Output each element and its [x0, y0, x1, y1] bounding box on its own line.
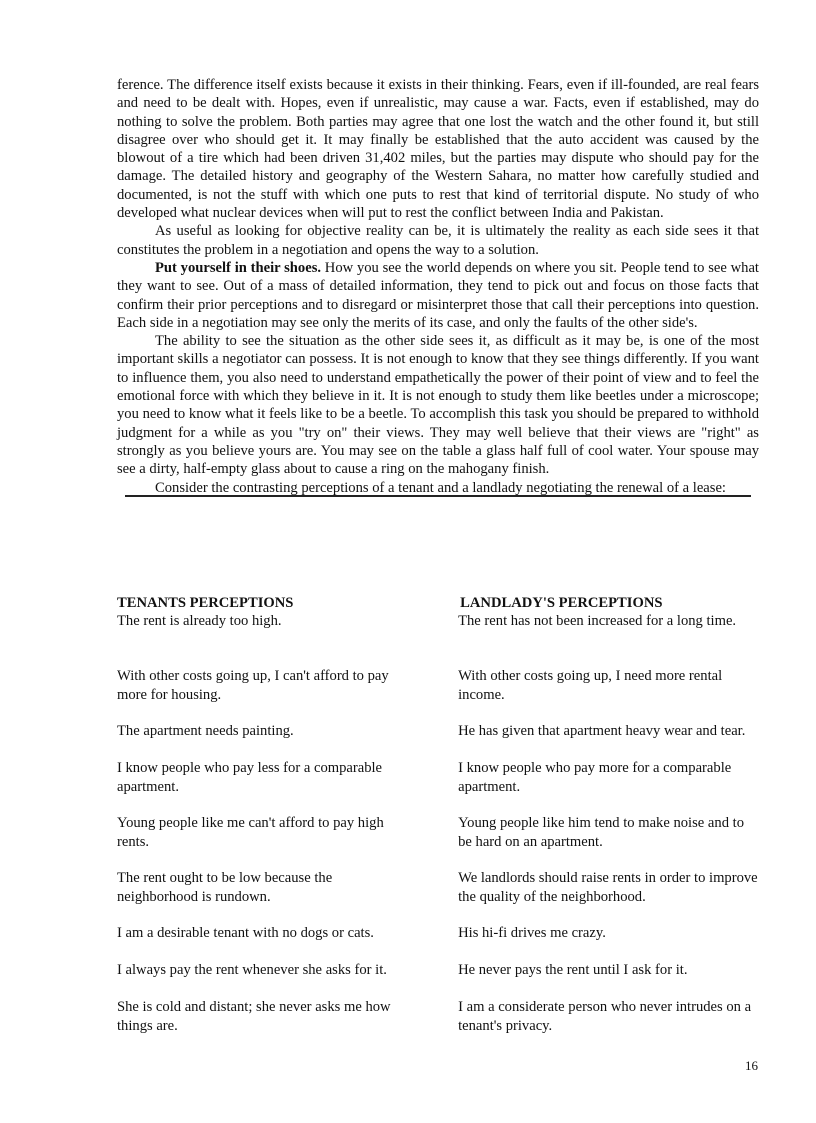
- paragraph-1: ference. The difference itself exists because it exists in their thinking. Fears, even if ill-founded, are real fears and need to be dealt with. Hopes, even if unrealistic, may cause a war. Facts, even if established, may do nothing to solve the problem. Both parties may agree that one lost the watch and the other found it, but still disagree over who should get it. It may finally be established that the auto accident was caused by the blowout of a tire which had been driven 31,402 miles, but the parties may dispute who should pay for the damage. The detailed history and geography of the Western Sahara, no matter how carefully studied and documented, is not the stuff with which one puts to rest that kind of territorial dispute. No study of who developed what nuclear devices when will put to rest the conflict between India and Pakistan.: [117, 77, 759, 222]
- tenant-perception: I know people who pay less for a comparable apartment.: [117, 760, 383, 795]
- table-row: [117, 869, 759, 924]
- tenant-perception: With other costs going up, I can't afford to pay more for housing.: [117, 668, 389, 703]
- body-text: [117, 76, 759, 497]
- table-row: [117, 924, 759, 961]
- paragraph-5: Consider the contrasting perceptions of a tenant and a landlady negotiating the renewal of a lease:: [155, 479, 726, 496]
- tenant-perception: I am a desirable tenant with no dogs or cats.: [117, 925, 374, 942]
- page-number: 16: [745, 1058, 758, 1073]
- paragraph-2: As useful as looking for objective reality can be, it is ultimately the reality as each side sees it that constitutes the problem in a negotiation and opens the way to a solution.: [117, 223, 759, 258]
- paragraph-4: The ability to see the situation as the other side sees it, as difficult as it may be, is one of the most important skills a negotiator can possess. It is not enough to know that they see things differently. If you want to influence them, you also need to understand empathetically the power of their point of view and to feel the emotional force with which they believe in it. It is not enough to study them like beetles under a microscope; you need to know what it feels like to be a beetle. To accomplish this task you should be prepared to withhold judgment for a while as you "try on" their views. They may well believe that their views are "right" as strongly as you believe yours are. You may see on the table a glass half full of cool water. Your spouse may see a dirty, half-empty glass about to cause a ring on the mahogany finish.: [117, 333, 759, 478]
- table-row: [117, 759, 759, 814]
- landlady-perception: He has given that apartment heavy wear and tear.: [458, 723, 746, 740]
- tenant-perception: The rent is already too high.: [117, 613, 282, 630]
- tenant-perception: The rent ought to be low because the neighborhood is rundown.: [117, 870, 333, 905]
- tenant-perception: The apartment needs painting.: [117, 723, 294, 740]
- table-row: [117, 722, 759, 759]
- landlady-perception: I know people who pay more for a comparable apartment.: [458, 760, 732, 795]
- landlady-perception: With other costs going up, I need more rental income.: [458, 668, 723, 703]
- landlady-perception: I am a considerate person who never intrudes on a tenant's privacy.: [458, 999, 752, 1034]
- tenant-perception: I always pay the rent whenever she asks for it.: [117, 962, 387, 979]
- paragraph-3: [117, 259, 759, 332]
- landlady-header: LANDLADY'S PERCEPTIONS: [460, 595, 663, 611]
- paragraph-3-heading: Put yourself in their shoes.: [155, 259, 322, 276]
- landlady-perception: Young people like him tend to make noise and to be hard on an apartment.: [458, 815, 744, 850]
- table-row: [117, 998, 759, 1035]
- table-header-row: [117, 594, 759, 612]
- tenant-perception: Young people like me can't afford to pay high rents.: [117, 815, 384, 850]
- landlady-perception: The rent has not been increased for a long time.: [458, 613, 737, 630]
- table-row: [117, 961, 759, 998]
- landlady-perception: His hi-fi drives me crazy.: [458, 925, 606, 942]
- landlady-perception: He never pays the rent until I ask for it.: [458, 962, 688, 979]
- landlady-perception: We landlords should raise rents in order to improve the quality of the neighborhood.: [458, 870, 758, 905]
- paragraph-3-text: How you see the world depends on where you sit. People tend to see what they want to see. Out of a mass of detailed information, they tend to pick out and focus on those facts that confirm their prior perceptions and to disregard or misinterpret those that call their perceptions into question. Each side in a negotiation may see only the merits of its case, and only the faults of the other side's.: [117, 259, 759, 331]
- table-row: [117, 814, 759, 869]
- perceptions-table: [117, 594, 759, 1035]
- table-row: [117, 667, 759, 722]
- tenant-header: TENANTS PERCEPTIONS: [117, 595, 294, 611]
- tenant-perception: She is cold and distant; she never asks me how things are.: [117, 999, 391, 1034]
- table-row: [117, 612, 759, 667]
